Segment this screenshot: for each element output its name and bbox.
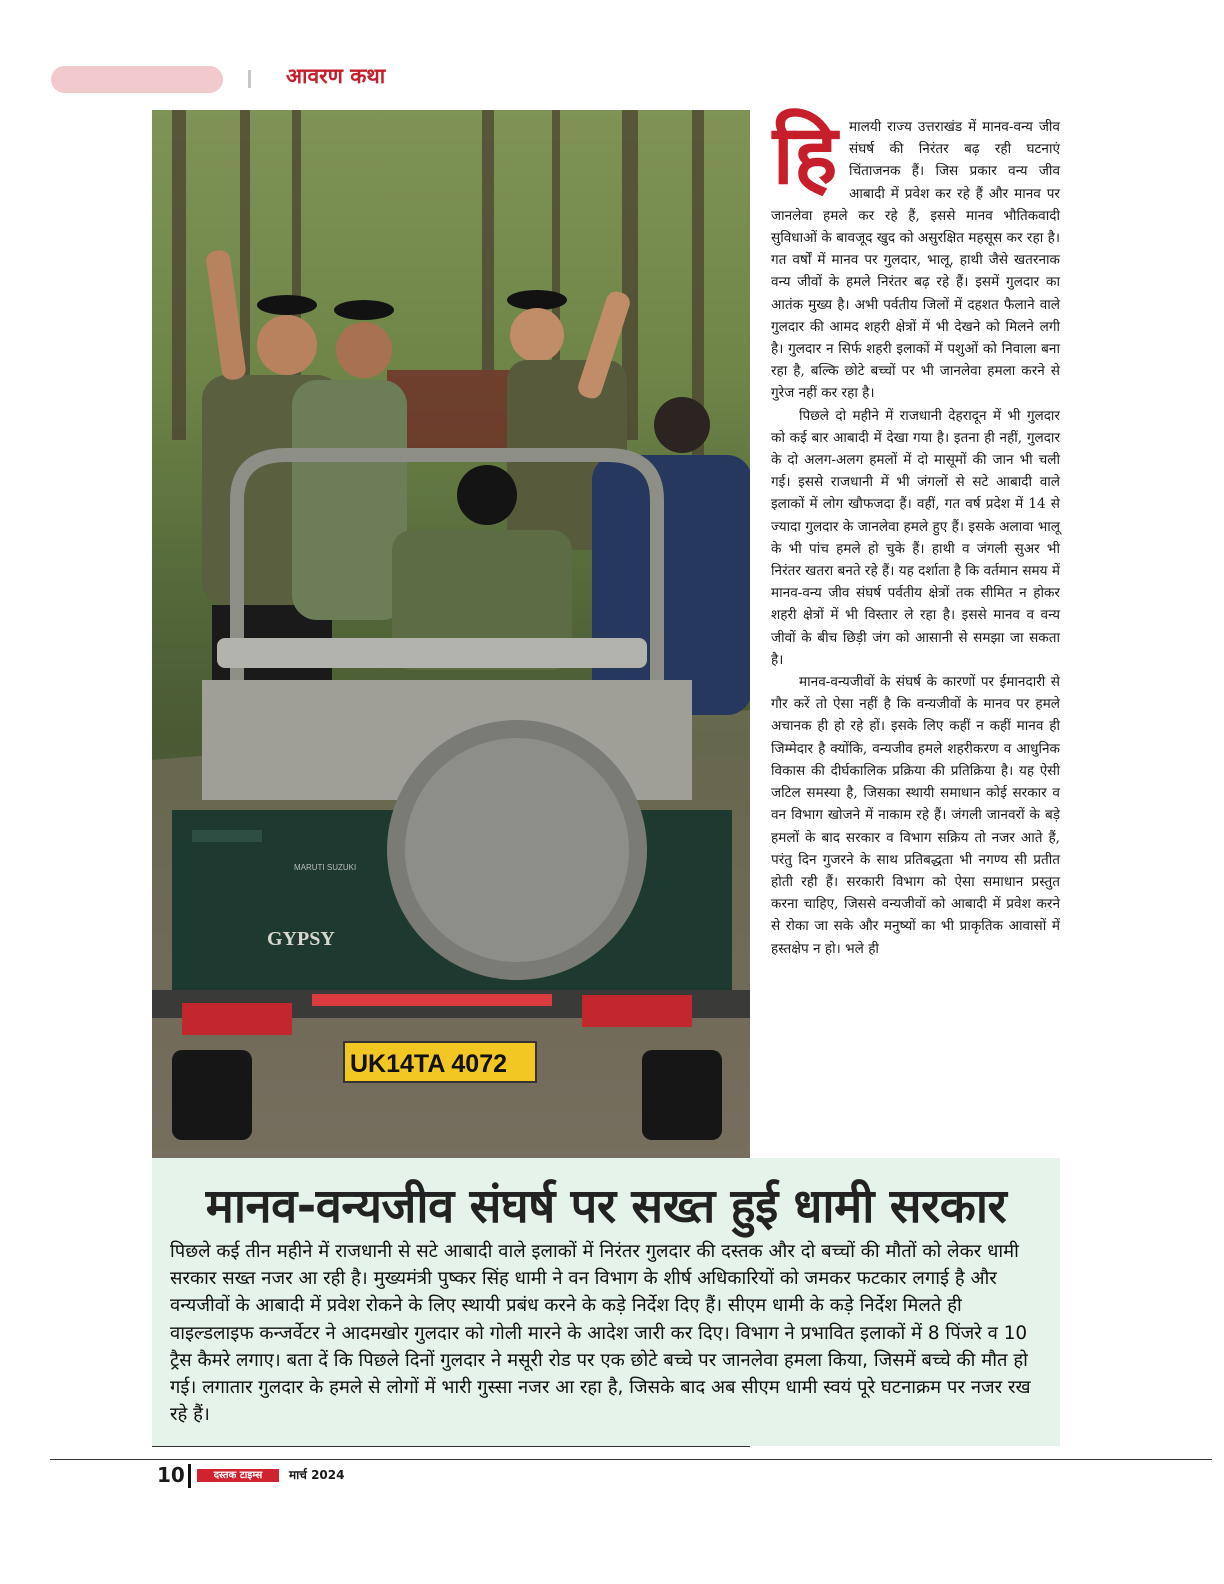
license-plate: UK14TA 4072 (350, 1050, 508, 1078)
header-separator (248, 70, 251, 88)
article-paragraph: मानव-वन्यजीवों के संघर्ष के कारणों पर ईमानदारी से गौर करें तो ऐसा नहीं है कि वन्यजीवों के मानव पर हमले अचानक ही हो रहे हों। इसके लिए कहीं न कहीं मानव ही जिम्मेदार है क्योंकि, वन्यजीव हमले शहरीकरण व आधुनिक विकास की दीर्घकालिक प्रक्रिया की प्रतिक्रिया है। यह ऐसी जटिल समस्या है, जिसका स्थायी समाधान कोई सरकार व वन विभाग खोजने में नाकाम रहे हैं। जंगली जानवरों के बड़े हमलों के बाद सरकार व विभाग सक्रिय तो नजर आते हैं, परंतु दिन गुजरने के साथ प्रतिबद्धता भी नगण्य सी प्रतीत होती रही हैं। सरकारी विभाग को ऐसा समाधान प्रस्तुत करना चाहिए, जिससे वन्यजीवों को आबादी में प्रवेश करने से रोका जा सके और मनुष्यों का भी प्राकृतिक आवासों में हस्तक्षेप न हो। भले ही (771, 674, 1060, 957)
box-bottom-rule (152, 1446, 750, 1447)
highlight-box (152, 1158, 1060, 1446)
footer-separator (188, 1464, 191, 1488)
highlight-body: पिछले कई तीन महीने में राजधानी से सटे आबादी वाले इलाकों में निरंतर गुलदार की दस्तक और दो बच्चों की मौतों को लेकर धामी सरकार सख्त नजर आ रही है। मुख्यमंत्री पुष्कर सिंह धामी ने वन विभाग के शीर्ष अधिकारियों को जमकर फटकार लगाई है और वन्यजीवों के आबादी में प्रवेश रोकने के लिए स्थायी प्रबंध करने के कड़े निर्देश दिए हैं। सीएम धामी के कड़े निर्देश मिलते ही वाइल्डलाइफ कन्जर्वेटर ने आदमखोर गुलदार को गोली मारने के आदेश जारी कर दिए। विभाग ने प्रभावित इलाकों में 8 पिंजरे व 10 ट्रैस कैमरे लगाए। बता दें कि पिछले दिनों गुलदार ने मसूरी रोड पर एक छोटे बच्चे पर जानलेवा हमला किया, जिसमें बच्चे की मौत हो गई। लगातार गुलदार के हमले से लोगों में भारी गुस्सा नजर आ रहा है, जिसके बाद अब सीएम धामी स्वयं पूरे घटनाक्रम पर नजर रख रहे हैं। (170, 1241, 1031, 1426)
page-number: 10 (157, 1463, 185, 1487)
article-paragraph: पिछले दो महीने में राजधानी देहरादून में भी गुलदार को कई बार आबादी में देखा गया है। इतना ही नहीं, गुलदार के दो अलग-अलग हमलों में दो मासूमों की जान भी चली गई। इससे राजधानी में भी जंगलों से सटे आबादी वाले इलाकों में लोग खौफजदा हैं। वहीं, गत वर्ष प्रदेश में 14 से ज्यादा गुलदार के जानलेवा हमले हुए हैं। इसके अलावा भालू के भी पांच हमले हो चुके हैं। हाथी व जंगली सुअर भी निरंतर खतरा बनते रहे हैं। यह दर्शाता है कि वर्तमान समय में मानव-वन्य जीव संघर्ष पर्वतीय क्षेत्रों तक सीमित न होकर शहरी क्षेत्रों में भी विस्तार ले रहा है। इससे मानव व वन्य जीवों के बीच छिड़ी जंग को आसानी से समझा जा सकता है। (771, 407, 1060, 668)
vehicle-model-label: GYPSY (267, 928, 335, 950)
article-column (771, 108, 1060, 960)
article-paragraph: मालयी राज्य उत्तराखंड में मानव-वन्य जीव संघर्ष की निरंतर बढ़ रही घटनाएं चिंताजनक हैं। जिस प्रकार वन्य जीव आबादी में प्रवेश कर रहे हैं और मानव पर जानलेवा हमले कर रहे हैं, इससे मानव भौतिकवादी सुविधाओं के बावजूद खुद को असुरक्षित महसूस कर रहा है। गत वर्षों में मानव पर गुलदार, भालू, हाथी जैसे खतरनाक वन्य जीवों के हमले निरंतर बढ़ रहे हैं। इसमें गुलदार का आतंक मुख्य है। अभी पर्वतीय जिलों में दहशत फैलाने वाले गुलदार की आमद शहरी क्षेत्रों में भी देखने को मिलने लगी है। गुलदार न सिर्फ शहरी इलाकों में पशुओं को निवाला बना रहा है, बल्कि छोटे बच्चों पर भी जानलेवा हमला करने से गुरेज नहीं कर रहा है। (771, 119, 1060, 402)
header-pill-decoration (51, 66, 223, 93)
issue-date: मार्च 2024 (289, 1468, 345, 1482)
cover-photo (152, 110, 750, 1158)
publication-logo: दस्तक टाइम्स (197, 1469, 279, 1482)
footer-rule (50, 1459, 1212, 1460)
highlight-title: मानव-वन्यजीव संघर्ष पर सख्त हुई धामी सरकार (205, 1179, 1007, 1234)
photo-illustration (152, 110, 750, 1158)
drop-cap: हि (772, 108, 838, 203)
vehicle-badge: MARUTI SUZUKI (294, 863, 357, 872)
section-label: आवरण कथा (286, 64, 386, 88)
